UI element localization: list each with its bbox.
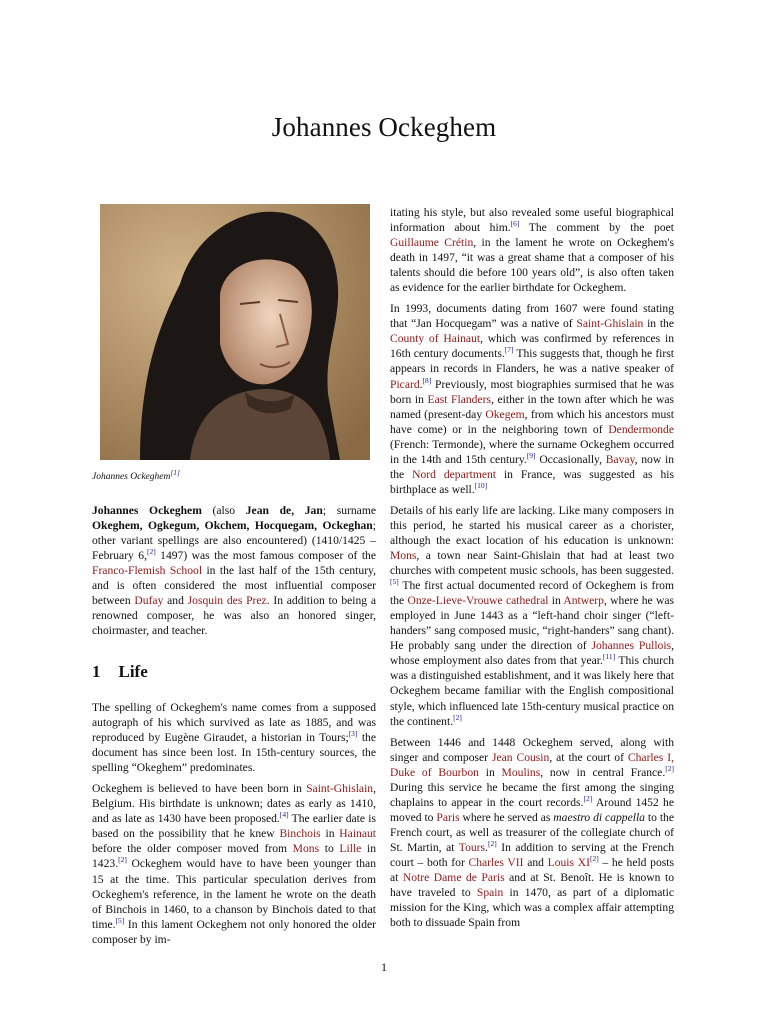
- wiki-link[interactable]: Franco-Flemish School: [92, 564, 203, 578]
- text-run: in: [478, 765, 502, 779]
- text-run: in: [548, 594, 564, 608]
- citation-reference[interactable]: [9]: [526, 450, 536, 460]
- wiki-link[interactable]: Jean Cousin: [491, 750, 550, 764]
- text-run: Previously, most biographies surmised that he was born in: [390, 377, 674, 406]
- wiki-link[interactable]: Notre Dame de Paris: [402, 871, 505, 885]
- wiki-link[interactable]: Antwerp: [563, 594, 604, 608]
- wiki-link[interactable]: Mons: [390, 549, 417, 563]
- text-run: The earlier date is based on the possibility that he knew: [92, 812, 376, 841]
- paragraph: [390, 301, 674, 497]
- wiki-link[interactable]: Onze-Lieve-Vrouwe cathedral: [407, 594, 549, 608]
- page-number: 1: [381, 960, 387, 974]
- left-column: [92, 700, 376, 953]
- portrait-painting: [100, 204, 370, 460]
- wiki-link[interactable]: Louis XI: [547, 855, 590, 869]
- citation-reference[interactable]: [6]: [510, 219, 520, 229]
- text-run: 1497) was the most famous composer of the: [155, 549, 376, 563]
- wiki-link[interactable]: County of Hainaut: [390, 332, 481, 346]
- text-run: , now in central France.: [540, 765, 666, 779]
- text-run: , a town near Saint-Ghislain that had at least two churches with competent music schools, has been suggested.: [390, 549, 674, 578]
- citation-reference[interactable]: [2]: [589, 854, 599, 864]
- wiki-link[interactable]: Johannes Pullois: [591, 639, 672, 653]
- text-run: itating his style, but also revealed some useful biographical information about him.: [390, 206, 674, 235]
- intro-column: [92, 503, 376, 644]
- citation-reference[interactable]: [2]: [583, 793, 593, 803]
- wiki-link[interactable]: Josquin des Prez: [187, 594, 267, 608]
- text-run: the document has since been lost. In 15th-century sources, the spelling “Okeghem” predominates.: [92, 731, 376, 775]
- citation-reference[interactable]: [10]: [474, 480, 488, 490]
- text-run: This church was a distinguished establishment, and it was likely here that Ockeghem became familiar with the English compositional style, which influenced late 15th-century musical practice on the continent.: [390, 654, 674, 728]
- citation-reference[interactable]: [11]: [602, 652, 616, 662]
- image-caption: [92, 467, 376, 482]
- wiki-link[interactable]: Saint-Ghislain: [576, 317, 644, 331]
- text-run: ; other variant spellings are also encountered) (1410/1425 – February 6,: [92, 519, 376, 563]
- text-run: The first actual documented record of Ockeghem is from the: [390, 579, 674, 608]
- text-run: ; surname: [322, 504, 376, 517]
- text-run: In 1993, documents dating from 1607 were found stating that “Jan Hocquegam” was a native of: [390, 302, 674, 331]
- text-run: Between 1446 and 1448 Ockeghem served, along with singer and composer: [390, 735, 674, 764]
- paragraph: [92, 781, 376, 947]
- wiki-link[interactable]: Lille: [339, 842, 362, 856]
- wiki-link[interactable]: Moulins: [501, 765, 541, 779]
- wiki-link[interactable]: Guillaume Crétin: [390, 236, 474, 250]
- wiki-link[interactable]: Paris: [436, 810, 460, 824]
- intro-paragraph: [92, 503, 376, 638]
- text-run: .: [419, 377, 423, 391]
- wiki-link[interactable]: Binchois: [279, 827, 321, 841]
- text-run: , either in the town after which he was named (present-day: [390, 392, 674, 421]
- text-run: , whose employment also dates from that year.: [390, 639, 674, 668]
- text-run: Occasionally,: [535, 452, 606, 466]
- bold-name: Okeghem, Ogkegum, Okchem, Hocquegam, Ockeghan: [92, 519, 373, 533]
- text-run: Ockeghem is believed to have been born in: [92, 782, 307, 796]
- text-run: During this service he became the first among the singing chaplains to appear in the court records.: [390, 780, 674, 809]
- paragraph: [390, 205, 674, 295]
- text-run: The spelling of Ockeghem's name comes from a supposed autograph of his which survived as late as 1885, and was reproduced by Eugène Giraudet, a historian in Tours;: [92, 701, 376, 745]
- text-run: to the French court, as well as treasurer of the collegiate church of St. Martin, at: [390, 810, 674, 854]
- italic-term: maestro di cappella: [553, 810, 645, 824]
- citation-reference[interactable]: [7]: [504, 345, 514, 355]
- citation-reference[interactable]: [5]: [115, 915, 125, 925]
- section-number: 1: [92, 662, 101, 681]
- bold-name: Jean de, Jan: [245, 504, 323, 517]
- citation-reference[interactable]: [2]: [453, 712, 462, 722]
- text-run: in 1423.: [92, 842, 376, 871]
- text-run: In this lament Ockeghem not only honored the older composer by im-: [92, 917, 376, 946]
- wiki-link[interactable]: Bavay: [605, 452, 635, 466]
- text-run: . In addition to being a renowned composer, he was also an honored singer, choirmaster, and teacher.: [92, 594, 377, 638]
- citation-reference[interactable]: [2]: [146, 547, 156, 557]
- text-run: , now in the: [390, 452, 674, 481]
- text-run: , which was confirmed by references in 16th century documents.: [390, 332, 675, 361]
- text-run: (French: Termonde), where the surname Ockeghem occurred in the 14th and 15th century.: [390, 437, 674, 466]
- text-run: in the last half of the 15th century, and is often considered the most influential composer between: [92, 564, 376, 608]
- wiki-link[interactable]: Charles I, Duke of Bourbon: [390, 750, 674, 779]
- text-run: In addition to serving at the French court – both for: [390, 840, 674, 869]
- text-run: , from which his ancestors must have come) or in the neighboring town of: [390, 407, 674, 436]
- text-run: where he served as: [459, 810, 554, 824]
- text-run: , at the court of: [549, 750, 628, 764]
- page-title: Johannes Ockeghem: [271, 112, 497, 142]
- text-run: , Belgium. His birthdate is unknown; dates as early as 1410, and as late as 1430 have been proposed.: [92, 782, 376, 826]
- wiki-link[interactable]: Saint-Ghislain: [306, 782, 374, 796]
- wiki-link[interactable]: Spain: [476, 886, 504, 900]
- wiki-link[interactable]: Dendermonde: [608, 422, 674, 436]
- wiki-link[interactable]: Nord department: [412, 467, 497, 481]
- citation-reference[interactable]: [3]: [348, 729, 358, 739]
- wiki-link[interactable]: Hainaut: [339, 827, 376, 841]
- text-run: , in the lament he wrote on Ockeghem's death in 1497, “it was a great shame that a composer of his talents should die before 100 years old”, is also often taken as evidence for the earlier birthdate for Ockeghem.: [390, 236, 674, 295]
- bold-name: Johannes Ockeghem: [92, 504, 202, 517]
- portrait-image: [100, 204, 370, 460]
- text-run: in: [320, 827, 340, 841]
- text-run: Details of his early life are lacking. Like many composers in this period, he started his musical career as a chorister, although the exact location of his education is unknown:: [390, 503, 674, 547]
- text-run: and: [523, 855, 548, 869]
- text-run: Around 1452 he moved to: [390, 795, 675, 824]
- citation-reference[interactable]: [2]: [487, 839, 497, 849]
- text-run: before the older composer moved from: [92, 842, 293, 856]
- wiki-link[interactable]: East Flanders: [427, 392, 491, 406]
- text-run: This suggests that, though he first appears in records in Flanders, he was a native speaker of: [390, 347, 674, 376]
- paragraph: [390, 735, 674, 931]
- section-title: Life: [118, 662, 148, 681]
- citation-reference[interactable]: [2]: [665, 763, 674, 773]
- citation-reference[interactable]: [4]: [279, 810, 289, 820]
- text-run: The comment by the poet: [519, 221, 674, 235]
- wiki-link[interactable]: Okegem: [485, 407, 525, 421]
- caption-reference[interactable]: [1]: [170, 467, 180, 477]
- section-heading: [92, 662, 148, 682]
- wiki-link[interactable]: Tours: [458, 840, 486, 854]
- text-run: (also: [201, 504, 246, 517]
- wiki-link[interactable]: Picard: [390, 377, 420, 391]
- wiki-link[interactable]: Dufay: [134, 594, 164, 608]
- text-run: in the: [643, 317, 674, 331]
- text-run: in France, was suggested as his birthplace as well.: [390, 467, 675, 496]
- text-run: – he held posts at: [390, 855, 675, 885]
- citation-reference[interactable]: [8]: [422, 375, 432, 385]
- text-run: and at St. Benoît. He is known to have traveled to: [390, 871, 674, 900]
- text-run: to: [319, 842, 340, 856]
- text-run: Ockeghem would have to have been younger than 15 at the time. This particular speculation derives from Ockeghem's reference, in the lament he wrote on the death of Binchois in 1460, to a chanson by Binchois dated to that time.: [92, 857, 376, 931]
- right-column: [390, 205, 674, 936]
- text-run: and: [163, 594, 188, 608]
- citation-reference[interactable]: [2]: [118, 855, 127, 865]
- paragraph: [92, 700, 376, 775]
- text-run: , where he was employed in June 1443 as a “left-hand choir singer (“left-handers” sang composed music, “right-handers” sang chant). He probably sang under the direction of: [390, 594, 675, 653]
- wiki-link[interactable]: Mons: [292, 842, 320, 856]
- citation-reference[interactable]: [5]: [390, 577, 399, 587]
- caption-text: Johannes Ockeghem: [92, 472, 171, 482]
- wiki-link[interactable]: Charles VII: [468, 855, 524, 869]
- text-run: in 1470, as part of a diplomatic mission for the King, which was a complex affair attempting both to dissuade Spain from: [390, 886, 674, 930]
- text-run: .: [485, 840, 488, 854]
- paragraph: [390, 503, 674, 729]
